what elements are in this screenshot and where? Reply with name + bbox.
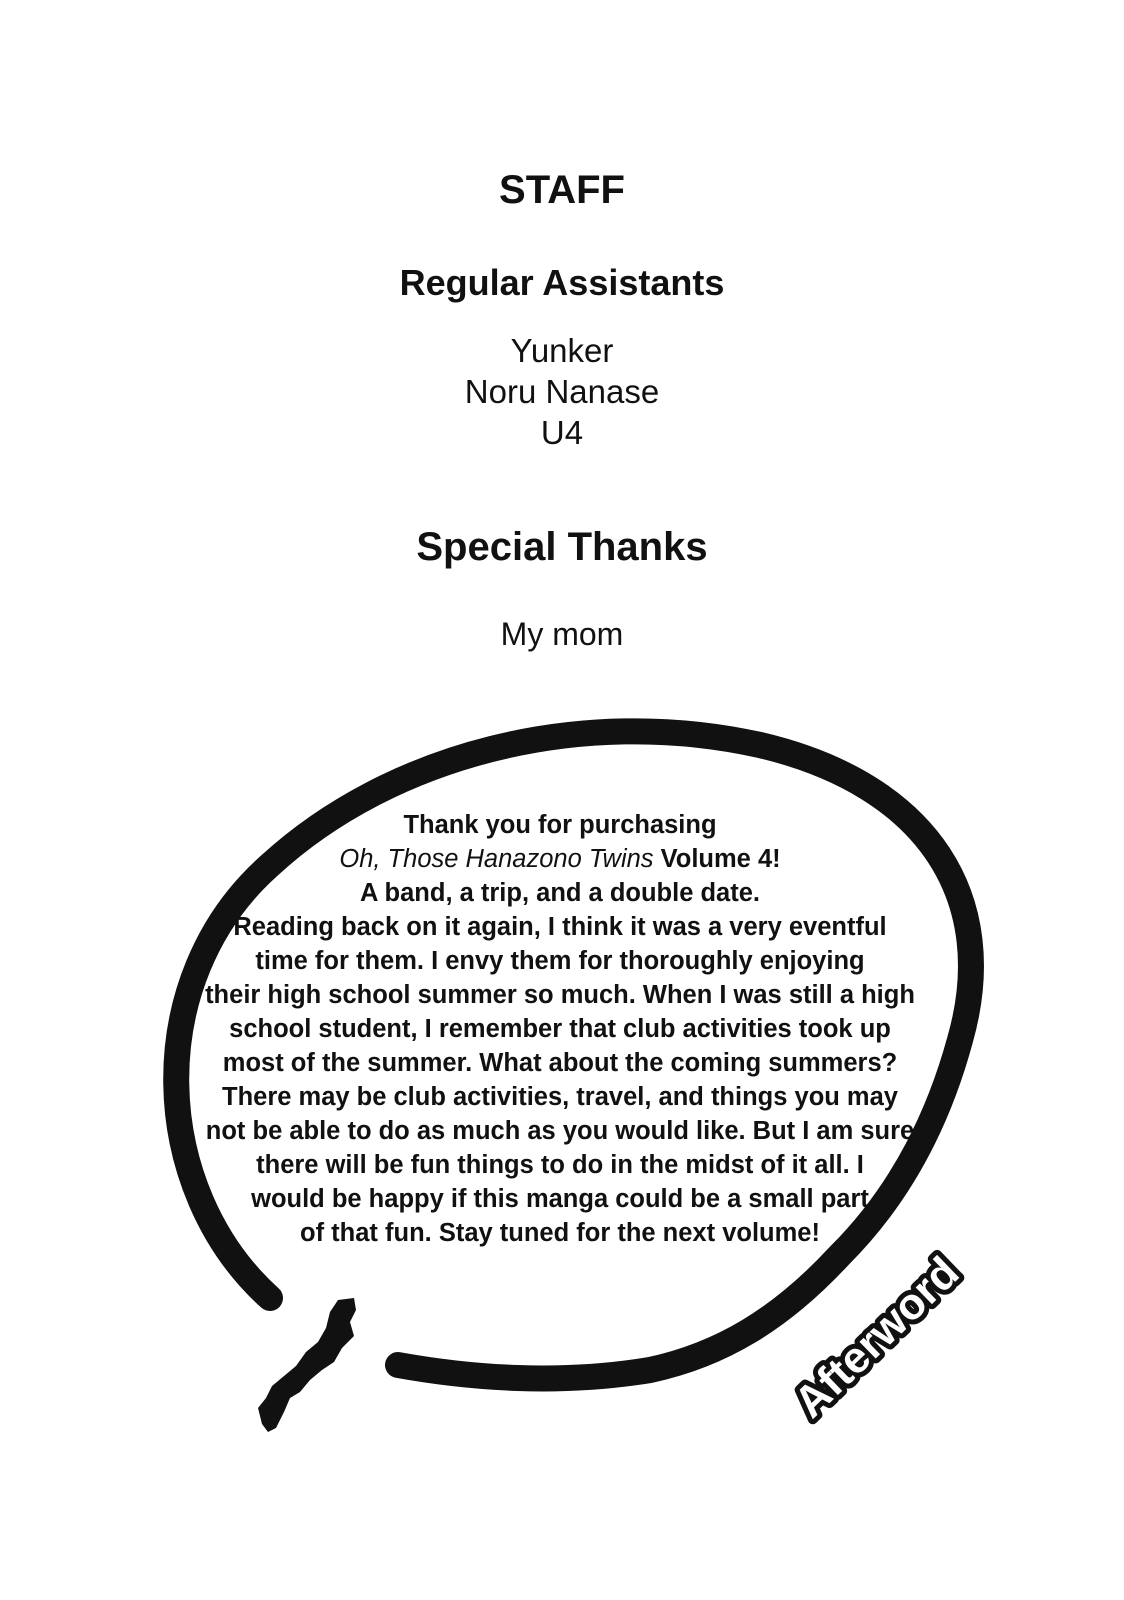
message-line: there will be fun things to do in the midst of it all. I — [256, 1151, 864, 1179]
special-thanks-heading: Special Thanks — [416, 525, 708, 569]
message-line: not be able to do as much as you would like. But I am sure — [205, 1117, 915, 1145]
manga-title: Oh, Those Hanazono Twins — [339, 845, 654, 873]
regular-assistants-heading: Regular Assistants — [399, 262, 725, 303]
afterword-label: Afterword — [784, 1247, 969, 1428]
assistant-name: Yunker — [510, 332, 614, 369]
message-line-title — [190, 842, 930, 876]
message-line: school student, I remember that club activities took up — [229, 1015, 891, 1043]
assistant-name: Noru Nanase — [464, 373, 660, 410]
assistant-name: U4 — [540, 414, 584, 451]
special-thanks-name: My mom — [500, 616, 624, 652]
message-line: their high school summer so much. When I was still a high — [205, 981, 915, 1009]
staff-title: STAFF — [499, 168, 625, 212]
volume-text: Volume 4! — [653, 845, 781, 873]
message-line: Thank you for purchasing — [403, 811, 717, 839]
bubble-tail-fragment — [258, 1298, 356, 1432]
message-line: There may be club activities, travel, and things you may — [222, 1083, 898, 1111]
message-line: time for them. I envy them for thoroughly enjoying — [255, 947, 865, 975]
afterword-message — [190, 808, 930, 1250]
message-line: Reading back on it again, I think it was a very eventful — [233, 913, 887, 941]
message-line: of that fun. Stay tuned for the next volume! — [300, 1219, 820, 1247]
message-line: most of the summer. What about the coming summers? — [222, 1049, 898, 1077]
message-line: would be happy if this manga could be a small part — [251, 1185, 869, 1213]
message-line: A band, a trip, and a double date. — [359, 879, 760, 907]
